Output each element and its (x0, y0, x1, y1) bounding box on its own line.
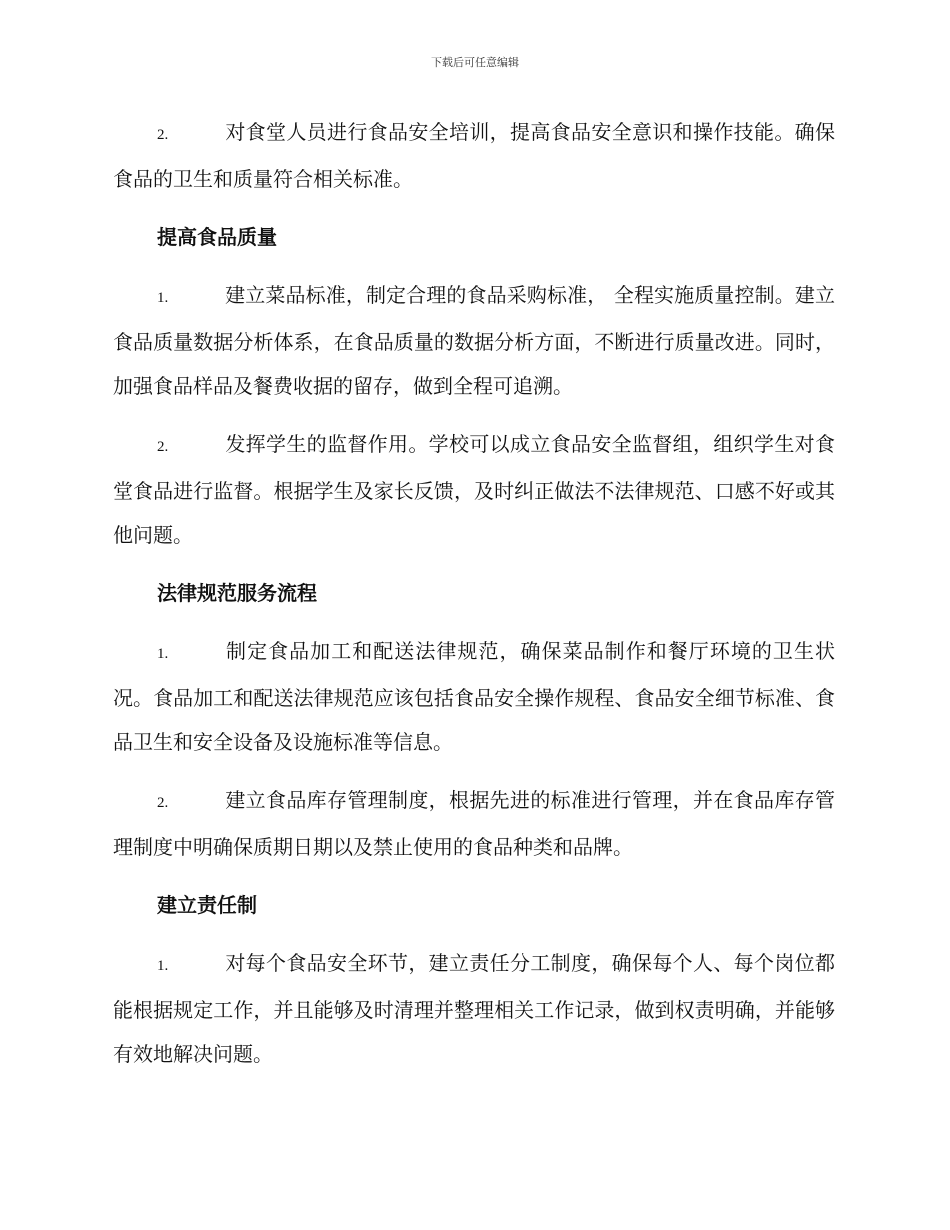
item-number: 1. (157, 290, 169, 306)
section-heading: 法律规范服务流程 (157, 581, 317, 605)
document-body (113, 110, 835, 1090)
item-number: 1. (157, 646, 169, 662)
list-item (113, 941, 835, 1076)
item-text: 建立食品库存管理制度，根据先进的标准进行管理，并在食品库存管理制度中明确保质期日期以及禁止使用的食品种类和品牌。 (113, 788, 835, 859)
item-text: 制定食品加工和配送法律规范，确保菜品制作和餐厅环境的卫生状况。食品加工和配送法律规范应该包括食品安全操作规程、食品安全细节标准、食品卫生和安全设备及设施标准等信息。 (113, 639, 835, 754)
section-heading: 提高食品质量 (157, 225, 277, 249)
list-item (113, 778, 835, 869)
list-item (113, 110, 835, 201)
list-item (113, 422, 835, 557)
item-number: 1. (157, 958, 169, 974)
section-heading: 建立责任制 (157, 893, 257, 917)
item-text: 对食堂人员进行食品安全培训，提高食品安全意识和操作技能。确保食品的卫生和质量符合相关标准。 (113, 120, 835, 191)
item-text: 对每个食品安全环节，建立责任分工制度，确保每个人、每个岗位都能根据规定工作，并且能够及时清理并整理相关工作记录，做到权责明确，并能够有效地解决问题。 (113, 951, 835, 1066)
item-number: 2. (157, 439, 169, 455)
header-note: 下载后可任意编辑 (431, 56, 519, 69)
item-number: 2. (157, 127, 169, 143)
list-item (113, 273, 835, 408)
item-number: 2. (157, 795, 169, 811)
item-text: 发挥学生的监督作用。学校可以成立食品安全监督组，组织学生对食堂食品进行监督。根据学生及家长反馈，及时纠正做法不法律规范、口感不好或其他问题。 (113, 432, 835, 547)
list-item (113, 629, 835, 764)
item-text: 建立菜品标准，制定合理的食品采购标准， 全程实施质量控制。建立食品质量数据分析体系，在食品质量的数据分析方面，不断进行质量改进。同时，加强食品样品及餐费收据的留存，做到全程可追溯。 (113, 283, 835, 398)
